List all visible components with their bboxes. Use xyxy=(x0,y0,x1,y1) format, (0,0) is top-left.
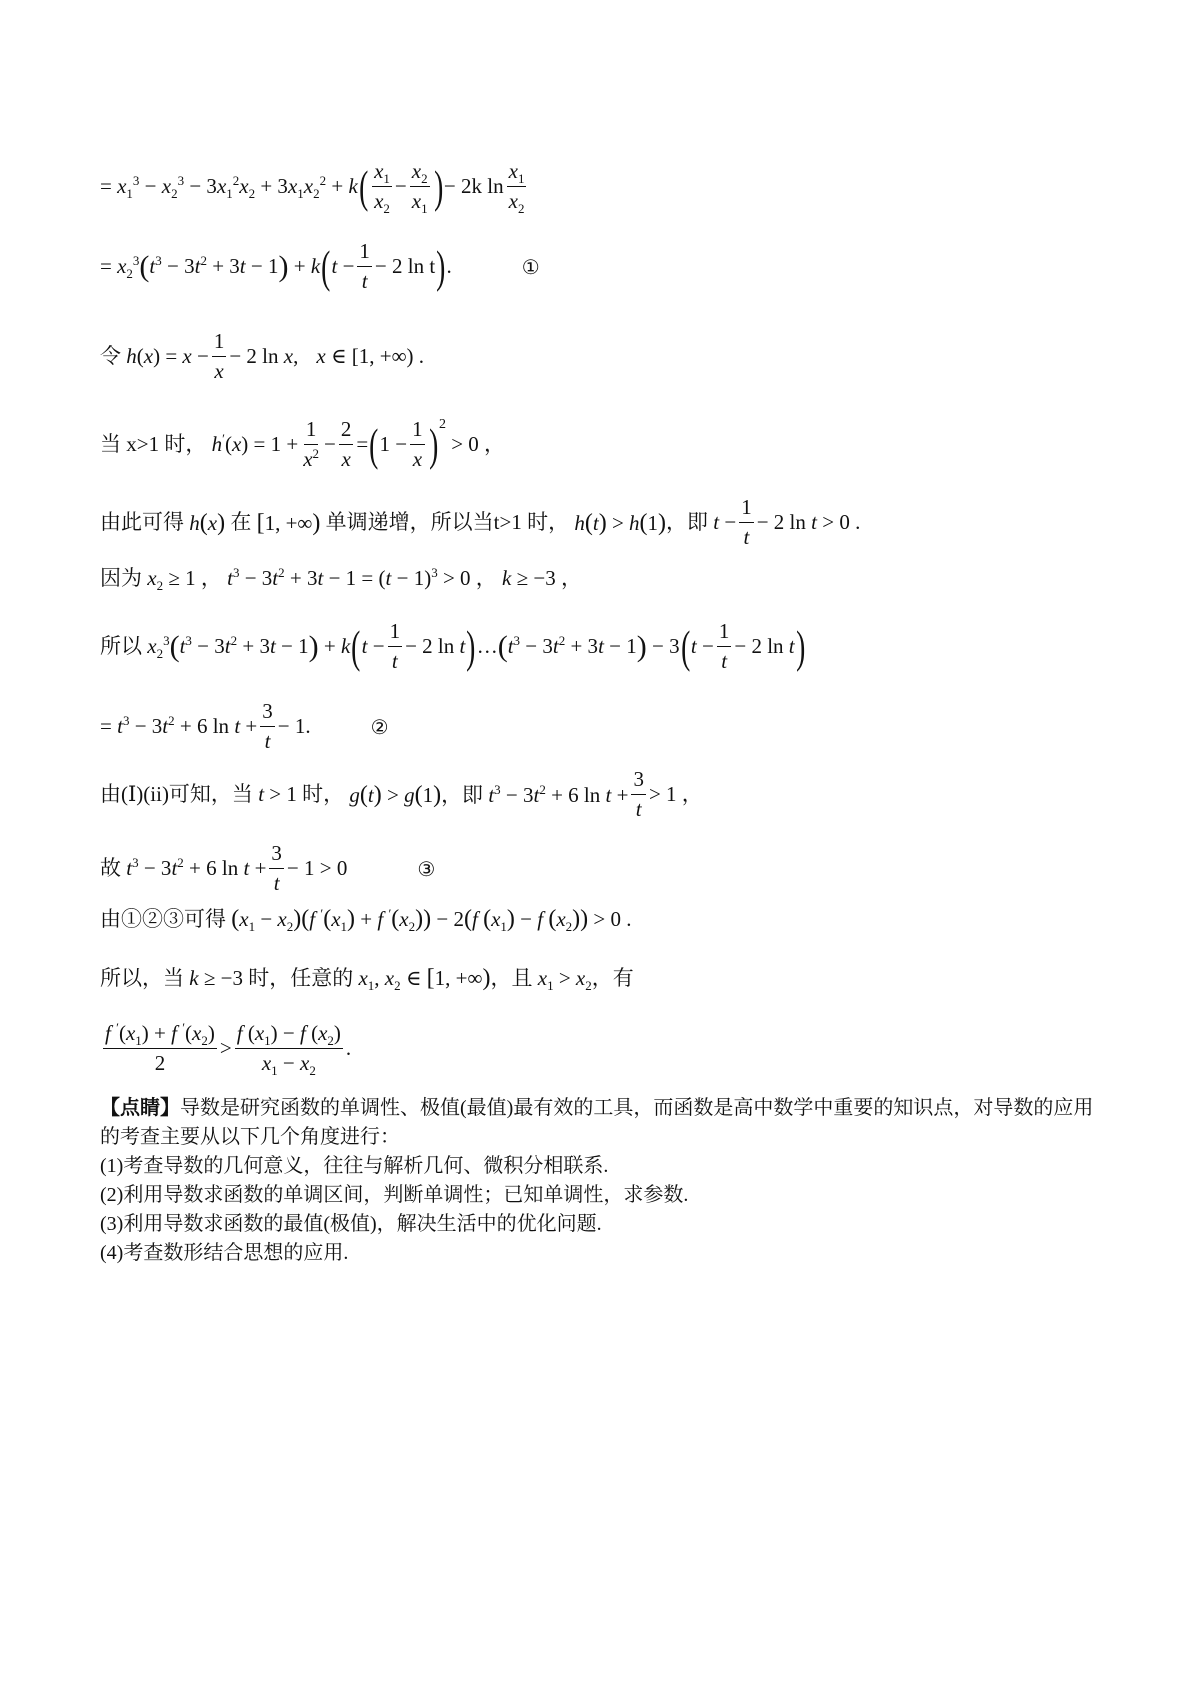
define-h: 令 h(x) = x − $\frac{1}{x}$ − 2 ln x, x ∈ [1, +∞) . xyxy=(100,329,425,384)
monotone-line: 由此可得 h(x) 在 [1, +∞) 单调递增，所以当 t>1 时， h(t) > h(1) ，即 t − $\frac{1}{t}$ − 2 ln t > 0 . xyxy=(100,495,861,550)
derivative-line: 当 x>1 时， h′(x) = 1 + $\frac{1}{x^2}$ − $\frac{2}{x}$ = ( 1 − $\frac{1}{x}$ ) 2 > 0 ， xyxy=(100,416,506,472)
marker-1: ① xyxy=(521,254,540,279)
commentary-paragraph xyxy=(100,1094,1100,1152)
equation-line-1: = $x_1^3 - x_2^3 - 3x_1^2x_2 + 3x_1x_2^2 + k$ ( $x_1$ $x_2$ − $\frac{x_2}{x_1}$ ) − 2k ln $x_1$ $x_2$ xyxy=(100,159,525,217)
because-line: 因为 $x_2 \ge 1$ ， $t^3 - 3t^2 + 3t - 1 = (t - 1)^3 > 0$ ， k ≥ −3 ， xyxy=(100,565,582,594)
therefore-line: 所以 $x_2^3$ ( $t^3 - 3t^2 + 3t - 1$ ) + k ( t − $\frac{1}{t}$ − 2 ln t ) … ( $t^3 - 3t^2 + 3t - 1$ ) − 3 ( t − $\frac{1}{t}$ − 2 ln t ) xyxy=(100,619,805,674)
conclusion-line: 所以，当 k ≥ −3 时，任意的 $x_1$, $x_2$ ∈ [1, +∞) ，且 $x_1 > x_2$ ，有 xyxy=(100,965,634,994)
from-part-one-line: 由(Ⅰ)(ii)可知，当 t > 1 时， g(t) > g(1)，即 $t^3 - 3t^2 + 6$ ln t + $\frac{3}{t}$ > 1 ， xyxy=(100,767,703,822)
so-line: 故 $t^3 - 3t^2 + 6$ ln t + $\frac{3}{t}$ − 1 > 0 ③ xyxy=(100,841,436,896)
commentary xyxy=(100,1094,1100,1268)
commentary-item: (4)考查数形结合思想的应用. xyxy=(100,1242,349,1264)
equation-line-2: = $x_2^3$ ( $t^3 - 3t^2 + 3t - 1$ ) + k ( t − $\frac{1}{t}$ − 2 ln t ) . ① xyxy=(100,239,540,294)
marker-3: ③ xyxy=(417,856,436,881)
commentary-item: (1)考查导数的几何意义，往往与解析几何、微积分相联系. xyxy=(100,1155,609,1177)
final-inequality: f $'(x_1) + f$ $'(x_2)$ 2 > f $(x_1) - f$ $(x_2)$ $x_1 - x_2$ . xyxy=(105,1020,352,1079)
commentary-item: (3)利用导数求函数的最值(极值)，解决生活中的优化问题. xyxy=(100,1213,602,1235)
equation-line-8: = $t^3 - 3t^2 + 6$ ln t + $\frac{3}{t}$ − 1. ② xyxy=(100,699,389,754)
line2-tail: − 2 ln t xyxy=(374,254,436,279)
marker-2: ② xyxy=(370,714,389,739)
commentary-body: 导数是研究函数的单调性、极值(最值)最有效的工具，而函数是高中数学中重要的知识点，对导数的应用的考查主要从以下几个角度进行： xyxy=(100,1097,1094,1148)
combine-line: 由①②③可得 $(x_1 - x_2)(f$ $'(x_1) + f$ $'(x_2)) - 2(f$ $(x_1) - f$ $(x_2)) > 0$ . xyxy=(100,906,632,935)
line1-tail: − 2k ln xyxy=(443,174,504,199)
commentary-heading: 【点睛】 xyxy=(100,1097,180,1119)
commentary-item: (2)利用导数求函数的单调区间，判断单调性；已知单调性，求参数. xyxy=(100,1184,689,1206)
